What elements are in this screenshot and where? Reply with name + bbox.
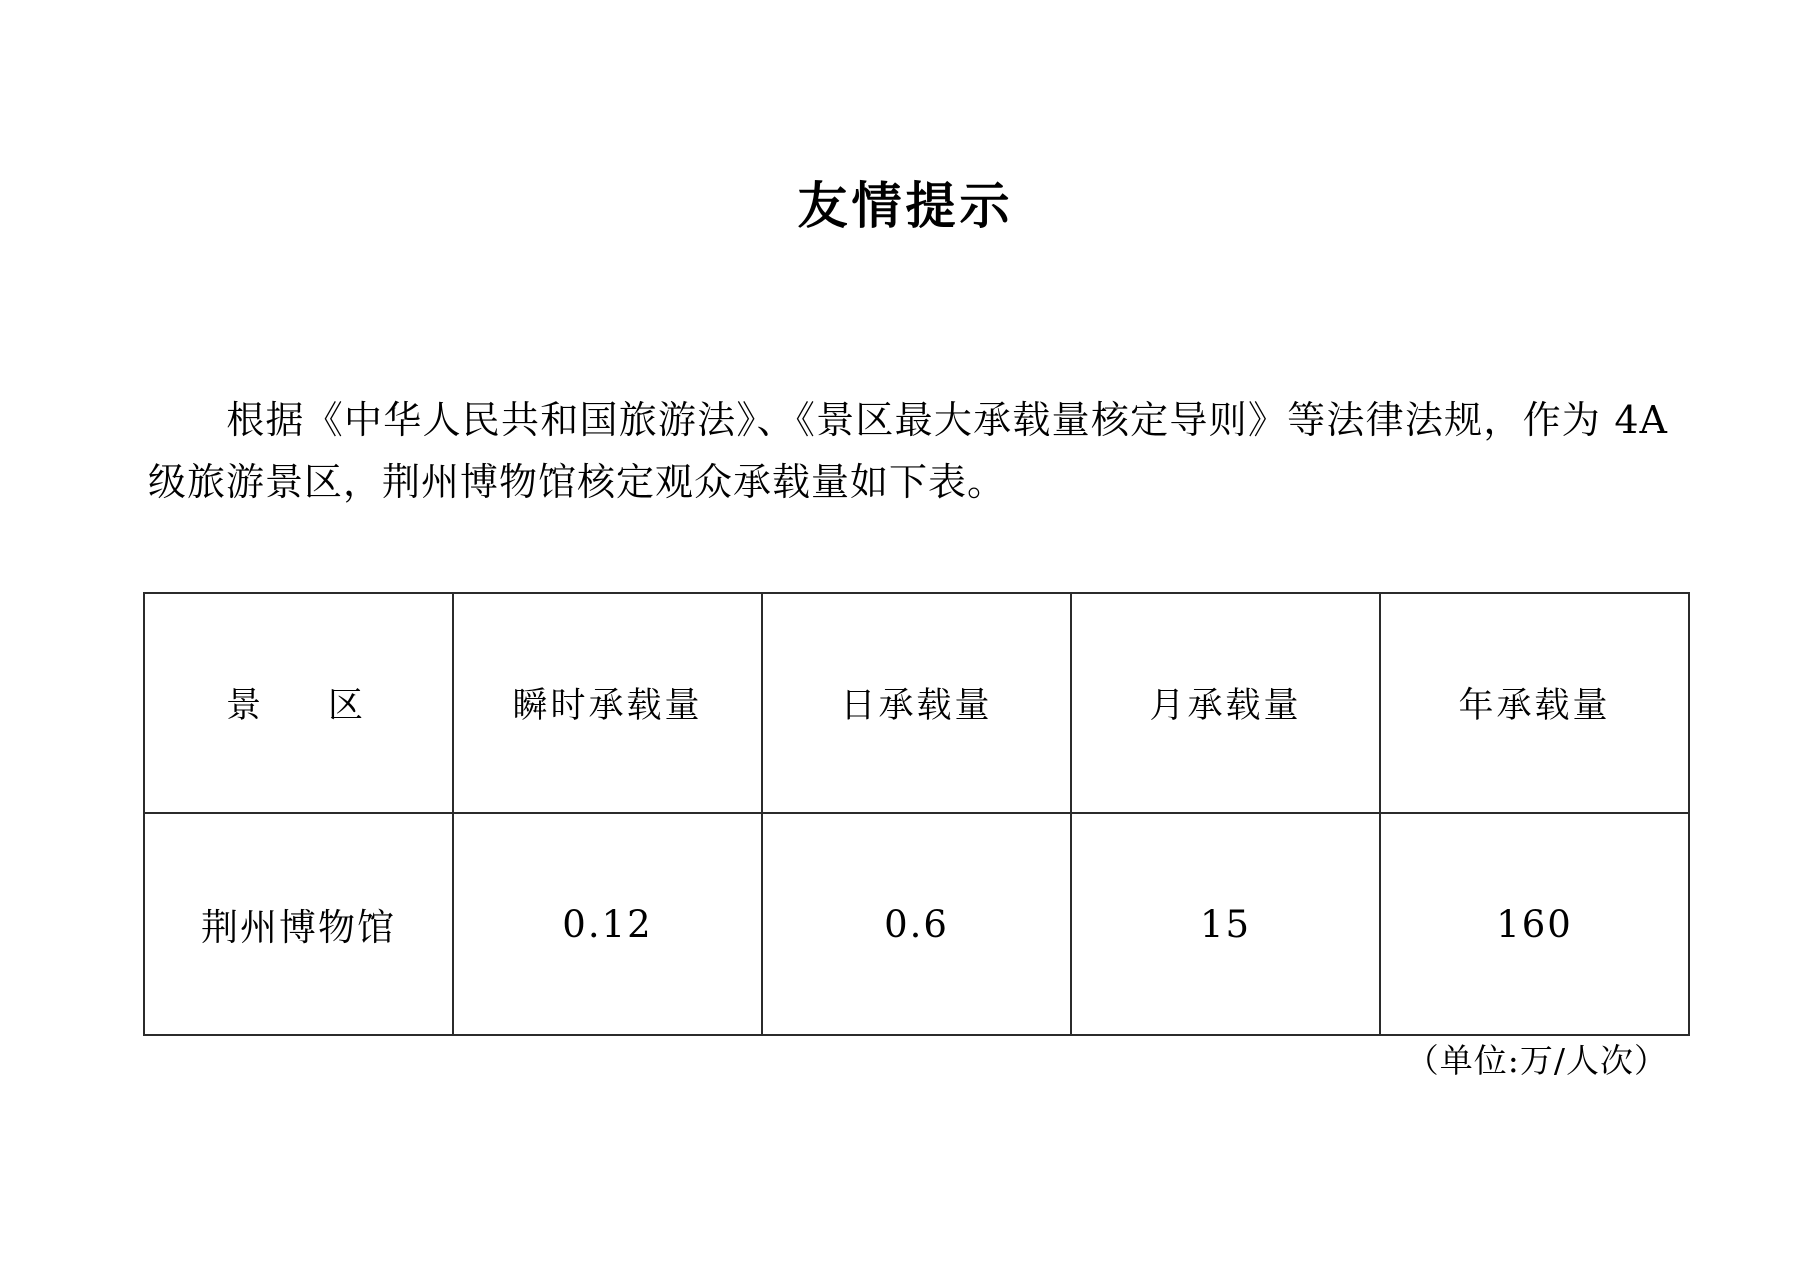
cell-daily-capacity: 0.6	[762, 813, 1071, 1035]
body-paragraph	[148, 390, 1668, 513]
table-header	[144, 593, 1689, 813]
table-row	[144, 813, 1689, 1035]
header-cell-monthly: 月承载量	[1071, 593, 1380, 813]
table-header-row	[144, 593, 1689, 813]
cell-yearly-capacity: 160	[1380, 813, 1689, 1035]
cell-scenic-name: 荆州博物馆	[144, 813, 453, 1035]
header-label-scenic: 景 区	[225, 686, 379, 726]
paragraph-text: 根据《中华人民共和国旅游法》、《景区最大承载量核定导则》等法律法规，作为 4A 级旅游景区，荆州博物馆核定观众承载量如下表。	[148, 398, 1668, 504]
header-cell-yearly: 年承载量	[1380, 593, 1689, 813]
unit-note: （单位:万/人次）	[1405, 1041, 1668, 1080]
capacity-table-wrapper	[143, 592, 1668, 1036]
header-cell-instant: 瞬时承载量	[453, 593, 762, 813]
header-cell-daily: 日承载量	[762, 593, 1071, 813]
page-title: 友情提示	[797, 176, 1014, 235]
cell-instant-capacity: 0.12	[453, 813, 762, 1035]
capacity-table	[143, 592, 1690, 1036]
table-body	[144, 813, 1689, 1035]
header-cell-scenic	[144, 593, 453, 813]
cell-monthly-capacity: 15	[1071, 813, 1380, 1035]
